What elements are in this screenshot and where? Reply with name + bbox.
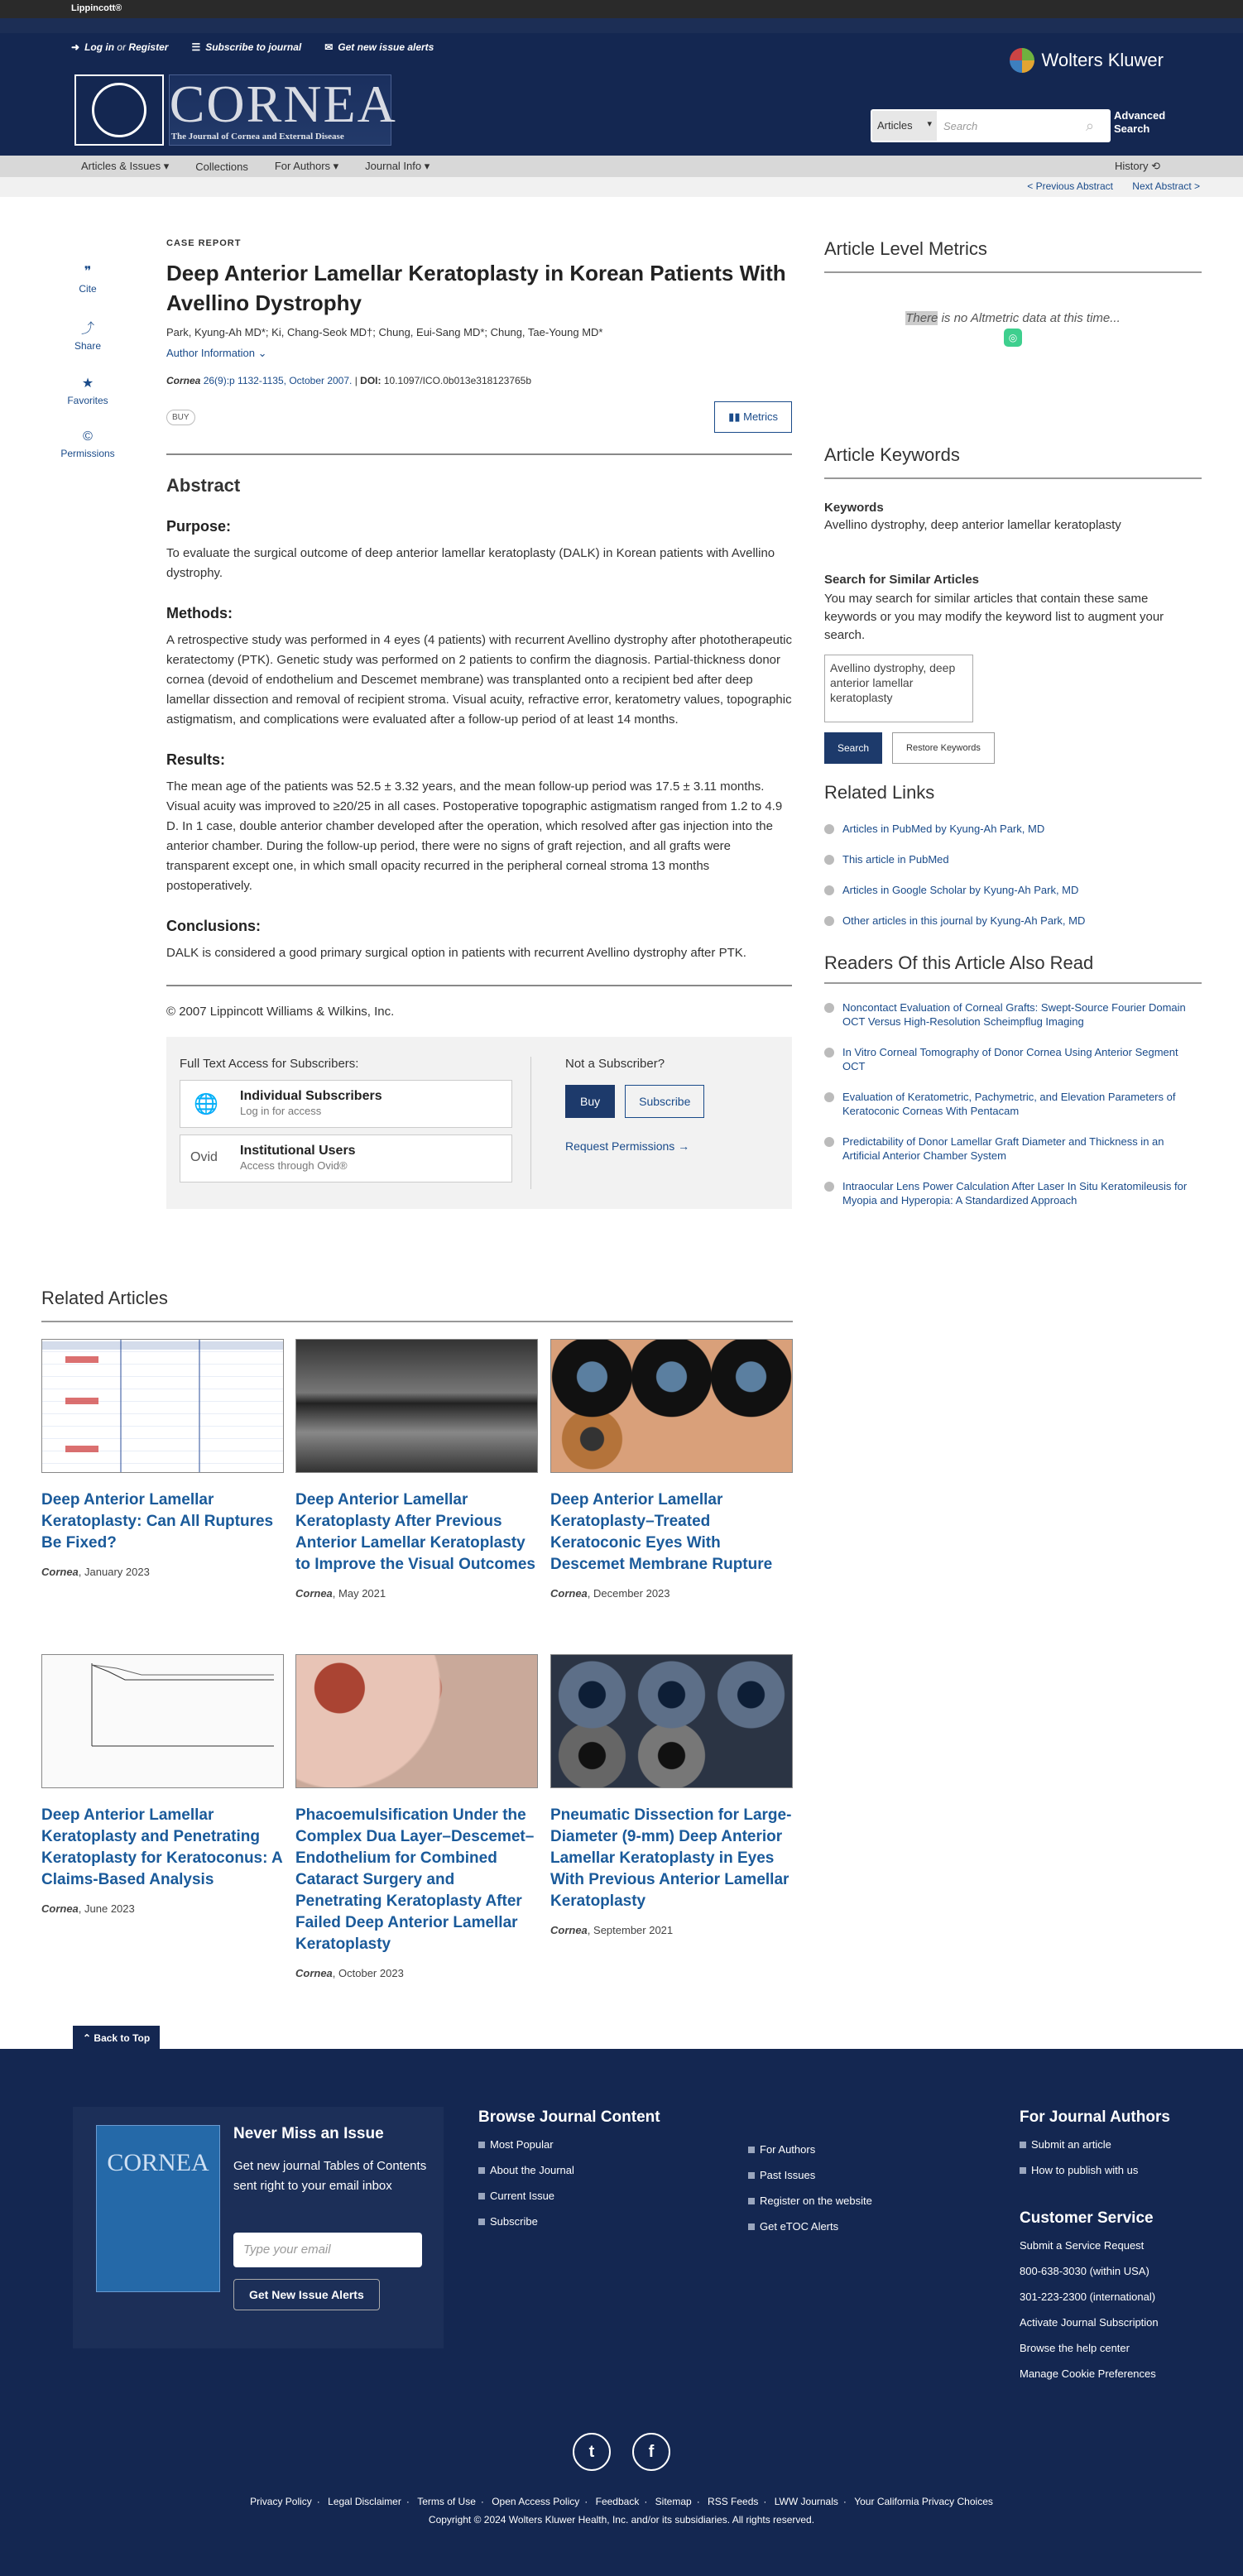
similar-heading: Search for Similar Articles (824, 573, 980, 587)
phone-number[interactable]: 301-223-2300 (international) (1020, 2291, 1156, 2303)
nav-articles-issues[interactable]: Articles & Issues ▾ (81, 160, 170, 172)
tool-label: Permissions (60, 448, 115, 459)
journal-cover-image (96, 2125, 220, 2292)
footer-link[interactable]: Activate Journal Subscription (1020, 2316, 1159, 2329)
legal-links: Privacy Policy · Legal Disclaimer · Terms of Use · Open Access Policy · Feedback · Sitemap · RSS Feeds · LWW Journals · Your California Privacy Choices (250, 2496, 993, 2507)
related-link-label: Articles in PubMed by Kyung-Ah Park, MD (842, 823, 1045, 835)
figure-thumbnail[interactable] (295, 1339, 538, 1473)
legal-link[interactable]: Legal Disclaimer (328, 2496, 401, 2507)
buy-row (166, 401, 792, 433)
metrics-button[interactable] (714, 401, 792, 433)
altmetric-text: is no Altmetric data at this time... (938, 311, 1121, 325)
quote-icon: ❞ (84, 265, 92, 279)
section-heading: Methods: (166, 605, 233, 621)
footer-link[interactable]: Submit an article (1020, 2138, 1170, 2151)
figure-thumbnail[interactable] (295, 1654, 538, 1788)
permissions-label: Request Permissions (565, 1139, 675, 1153)
subscribe-link[interactable] (191, 41, 301, 53)
individual-subscribers-button[interactable] (180, 1080, 512, 1128)
related-link-label: This article in PubMed (842, 853, 949, 866)
reader-link-label: Noncontact Evaluation of Corneal Grafts: Swept-Source Fourier Domain OCT Versus High-Resolution Scheimpflug Imaging (842, 1001, 1186, 1028)
footer-link[interactable]: Submit a Service Request (1020, 2239, 1145, 2252)
logo-wordmark (169, 74, 397, 146)
figure-thumbnail[interactable] (550, 1654, 793, 1788)
related-article-source (550, 1924, 793, 1936)
legal-link[interactable]: Sitemap (655, 2496, 692, 2507)
login-link[interactable] (71, 41, 168, 53)
logo-word: CORNEA (169, 74, 397, 133)
divider (166, 985, 792, 986)
next-abstract-link[interactable]: Next Abstract > (1132, 180, 1200, 192)
access-panel (166, 1037, 792, 1209)
reader-link[interactable] (824, 1090, 1202, 1118)
mail-icon: ✉ (324, 41, 334, 53)
author-information-toggle[interactable] (166, 347, 792, 360)
advanced-search-link[interactable]: Advanced Search (1114, 109, 1166, 135)
doi-label: DOI: (360, 375, 382, 386)
footer-link[interactable]: Browse the help center (1020, 2342, 1130, 2354)
related-link[interactable] (824, 852, 1202, 866)
buy-button[interactable]: Buy (565, 1085, 615, 1118)
metrics-label: Metrics (743, 410, 778, 423)
back-to-top-label: Back to Top (94, 2032, 151, 2044)
bullet-icon (824, 1092, 834, 1102)
article-main (166, 238, 792, 1209)
legal-link[interactable]: RSS Feeds (708, 2496, 759, 2507)
favorites-tool[interactable] (58, 375, 118, 406)
globe-icon: 🌐 (194, 1093, 218, 1115)
reader-link-label: In Vitro Corneal Tomography of Donor Cornea Using Anterior Segment OCT (842, 1046, 1178, 1072)
related-article-title[interactable]: Phacoemulsification Under the Complex Dua Layer–Descemet–Endothelium for Combined Cataract Surgery and Penetrating Keratoplasty After Failed Deep Anterior Lamellar Keratoplasty (295, 1806, 535, 1953)
history-label: History (1115, 160, 1149, 172)
reader-link-label: Evaluation of Keratometric, Pachymetric, and Elevation Parameters of Keratoconic Corneas With Pentacam (842, 1091, 1176, 1117)
phone-number[interactable]: 800-638-3030 (within USA) (1020, 2265, 1149, 2277)
keywords-heading: Article Keywords (824, 444, 1202, 479)
footer-link[interactable]: Get eTOC Alerts (748, 2220, 872, 2233)
citation: Cornea 26(9):p 1132-1135, October 2007. | DOI: 10.1097/ICO.0b013e318123765b (166, 375, 532, 386)
journal-name: Cornea (41, 1566, 79, 1578)
reader-link[interactable] (824, 1134, 1202, 1163)
related-article-title[interactable]: Deep Anterior Lamellar Keratoplasty and Penetrating Keratoplasty for Keratoconus: A Claims-Based Analysis (41, 1806, 283, 1888)
related-article-title[interactable]: Pneumatic Dissection for Large-Diameter (9-mm) Deep Anterior Lamellar Keratoplasty in Eyes With Previous Anterior Lamellar Keratoplasty (550, 1806, 792, 1910)
related-article-card[interactable] (550, 1339, 793, 1600)
tool-label: Favorites (67, 395, 108, 406)
related-link[interactable] (824, 822, 1202, 836)
keywords-textarea[interactable]: Avellino dystrophy, deep anterior lamellar keratoplasty (824, 655, 973, 722)
back-to-top-button[interactable] (73, 2026, 160, 2051)
section-heading: Results: (166, 751, 226, 768)
login-icon: ➜ (71, 41, 80, 53)
journal-name: Cornea (550, 1924, 588, 1936)
bullet-icon (824, 1003, 834, 1013)
survival-curve-figure (42, 1655, 284, 1788)
site-header (0, 33, 1243, 156)
legal-link[interactable]: LWW Journals (774, 2496, 838, 2507)
author-list: Park, Kyung-Ah MD*; Ki, Chang-Seok MD†; Chung, Eui-Sang MD*; Chung, Tae-Young MD* (166, 326, 603, 338)
nav-label: Journal Info (365, 160, 422, 172)
bullet-icon (824, 916, 834, 926)
related-articles-heading: Related Articles (41, 1288, 793, 1322)
tool-label: Share (74, 340, 102, 352)
logo-emblem (74, 74, 164, 146)
site-footer (0, 2049, 1243, 2576)
footer-link[interactable]: Manage Cookie Preferences (1020, 2367, 1156, 2380)
history-icon: ⟲ (1151, 160, 1160, 172)
abstract-heading: Abstract (166, 475, 241, 496)
abstract-purpose (166, 518, 792, 583)
bullet-icon (824, 855, 834, 865)
legal-link[interactable]: Terms of Use (417, 2496, 476, 2507)
publish-date: , May 2021 (332, 1587, 386, 1600)
full-text-label: Full Text Access for Subscribers: (180, 1057, 359, 1071)
section-text: To evaluate the surgical outcome of deep anterior lamellar keratoplasty (DALK) in Korean patients with Avellino dystrophy. (166, 546, 775, 580)
related-link-label: Articles in Google Scholar by Kyung-Ah Park, MD (842, 884, 1079, 896)
footer-link[interactable]: Most Popular (478, 2138, 660, 2151)
reader-link-label: Predictability of Donor Lamellar Graft Diameter and Thickness in an Artificial Anterior Chamber System (842, 1135, 1164, 1162)
search-scope-select[interactable]: Articles ▾ (872, 111, 937, 141)
author-info-label: Author Information (166, 347, 255, 359)
keywords-text: Avellino dystrophy, deep anterior lamellar keratoplasty (824, 518, 1121, 532)
alerts-link[interactable] (324, 41, 434, 53)
copyright-notice: © 2007 Lippincott Williams & Wilkins, Inc. (166, 1005, 395, 1019)
related-article-card[interactable] (550, 1654, 793, 1936)
bullet-icon (824, 1048, 834, 1058)
ovid-logo: Ovid (190, 1150, 218, 1164)
copyright-icon: © (83, 429, 93, 444)
similar-description: You may search for similar articles that contain these same keywords or you may modify the keyword list to augment your search. (824, 592, 1164, 642)
institutional-users-button[interactable] (180, 1134, 512, 1182)
related-article-source (550, 1587, 793, 1600)
issue-link[interactable]: 26(9):p 1132-1135, October 2007. (203, 375, 353, 386)
metrics-heading: Article Level Metrics (824, 238, 1202, 273)
related-article-card[interactable] (41, 1339, 284, 1578)
related-article-title[interactable]: Deep Anterior Lamellar Keratoplasty–Treated Keratoconic Eyes With Descemet Membrane Rupture (550, 1491, 773, 1573)
logo-subtitle: The Journal of Cornea and External Disease (170, 132, 344, 142)
legal-link[interactable]: Feedback (595, 2496, 640, 2507)
newsletter-heading: Never Miss an Issue (233, 2125, 384, 2142)
login-label[interactable]: Log in (84, 41, 115, 53)
register-link[interactable]: Register (128, 41, 169, 53)
restore-keywords-button[interactable]: Restore Keywords (892, 732, 995, 764)
journal-name: Cornea (295, 1967, 333, 1979)
section-heading: Conclusions: (166, 918, 262, 934)
permissions-tool[interactable] (58, 429, 118, 459)
list-icon: ☰ (191, 41, 201, 53)
readers-heading: Readers Of this Article Also Read (824, 952, 1202, 984)
related-article-card[interactable] (295, 1654, 538, 1979)
nav-label: Articles & Issues (81, 160, 161, 172)
share-tool[interactable] (58, 318, 118, 352)
footer-link[interactable]: Register on the website (748, 2195, 872, 2207)
altmetric-notice (824, 311, 1202, 325)
abstract-results (166, 751, 792, 896)
brand-name: Wolters Kluwer (1041, 50, 1164, 70)
individual-label: Individual Subscribers (240, 1089, 382, 1103)
keyword-buttons (824, 732, 1202, 764)
publish-date: , October 2023 (332, 1967, 404, 1979)
article-title: Deep Anterior Lamellar Keratoplasty in Korean Patients With Avellino Dystrophy (166, 261, 786, 315)
article-tools (58, 263, 118, 482)
logo-ring-icon (92, 83, 146, 137)
wk-logo-icon (1010, 48, 1034, 73)
nav-collections[interactable]: Collections (195, 160, 248, 173)
publisher-strip: Lippincott® (0, 0, 1243, 18)
tool-label: Cite (79, 283, 97, 295)
nav-for-authors[interactable]: For Authors ▾ (274, 160, 339, 172)
footer-link[interactable]: How to publish with us (1020, 2164, 1170, 2176)
authors-column (1020, 2108, 1170, 2393)
reader-link[interactable] (824, 1000, 1202, 1029)
footer-copyright: Copyright © 2024 Wolters Kluwer Health, Inc. and/or its subsidiaries. All rights reserved. (428, 2514, 815, 2526)
previous-abstract-link[interactable]: < Previous Abstract (1027, 180, 1113, 192)
related-link[interactable] (824, 883, 1202, 897)
related-article-title[interactable]: Deep Anterior Lamellar Keratoplasty After Previous Anterior Lamellar Keratoplasty to Improve the Visual Outcomes (295, 1491, 536, 1573)
footer-link[interactable]: For Authors (748, 2143, 872, 2156)
institutional-sublabel: Access through Ovid® (240, 1159, 348, 1172)
sidebar (824, 238, 1202, 1207)
newsletter-box (73, 2107, 444, 2348)
related-links-heading: Related Links (824, 782, 935, 803)
cover-word: CORNEA (107, 2149, 209, 2176)
related-link[interactable] (824, 914, 1202, 928)
figure-thumbnail[interactable] (41, 1654, 284, 1788)
reader-link[interactable] (824, 1045, 1202, 1073)
section-text: DALK is considered a good primary surgical option in patients with recurrent Avellino dystrophy after PTK. (166, 946, 746, 960)
journal-name: Cornea (550, 1587, 588, 1600)
related-article-title[interactable]: Deep Anterior Lamellar Keratoplasty: Can All Ruptures Be Fixed? (41, 1491, 274, 1552)
publish-date: , June 2023 (78, 1902, 135, 1915)
figure-thumbnail[interactable] (550, 1339, 793, 1473)
nav-journal-info[interactable]: Journal Info ▾ (365, 160, 430, 172)
publish-date: , December 2023 (587, 1587, 670, 1600)
legal-link[interactable]: Your California Privacy Choices (854, 2496, 993, 2507)
journal-name: Cornea (295, 1587, 333, 1600)
account-links (71, 41, 434, 53)
bullet-icon (824, 1182, 834, 1192)
altmetric-highlight: There (905, 311, 938, 325)
browse-column-2 (748, 2143, 872, 2246)
chevron-down-icon: ⌄ (257, 347, 267, 359)
buy-tag[interactable]: BUY (166, 410, 195, 425)
bullet-icon (824, 885, 834, 895)
browse-column (478, 2108, 660, 2241)
wolters-kluwer-logo[interactable] (1010, 48, 1164, 73)
newsletter-text: Get new journal Tables of Contents sent right to your email inbox (233, 2159, 427, 2193)
request-permissions-link[interactable]: Request Permissions → (565, 1139, 690, 1153)
individual-sublabel: Log in for access (240, 1105, 322, 1117)
keywords-label: Keywords (824, 501, 884, 515)
section-heading: Purpose: (166, 518, 232, 535)
access-divider (530, 1057, 531, 1189)
abstract-conclusions (166, 918, 792, 963)
institutional-label: Institutional Users (240, 1144, 356, 1158)
purchase-buttons (565, 1085, 704, 1118)
not-subscriber-label: Not a Subscriber? (565, 1057, 665, 1071)
subscribe-label: Subscribe to journal (205, 41, 302, 53)
article-type: CASE REPORT (166, 238, 242, 248)
bar-chart-icon: ▮▮ (728, 410, 741, 423)
related-article-source (295, 1967, 538, 1979)
social-links (573, 2433, 670, 2471)
related-article-card[interactable] (41, 1654, 284, 1915)
customer-service-heading: Customer Service (1020, 2209, 1154, 2227)
email-field[interactable]: Type your email (233, 2233, 422, 2267)
search-input[interactable]: Search (943, 119, 978, 132)
similar-search-button[interactable]: Search (824, 732, 882, 764)
related-link-label: Other articles in this journal by Kyung-Ah Park, MD (842, 914, 1086, 927)
journal-name: Cornea (166, 375, 201, 386)
related-article-card[interactable] (295, 1339, 538, 1600)
section-text: The mean age of the patients was 52.5 ± 3.32 years, and the mean follow-up period was 17.5 ± 3.11 months. Visual acuity was improved to ≥20/25 in all cases. Postoperative topographic astigmatism ranged from 1.2 to 4.9 D. In 1 case, double anterior chamber developed after the operation, which resolved after gas injection into the anterior chamber. During the follow-up period, there were no signs of graft rejection, and all grafts were transparent except one, in which small opacity recurred in the peripheral corneal stroma 13 months postoperatively. (166, 780, 783, 893)
legal-link[interactable]: Open Access Policy (492, 2496, 580, 2507)
doi-value: 10.1097/ICO.0b013e318123765b (383, 375, 532, 386)
figure-thumbnail[interactable] (41, 1339, 284, 1473)
main-nav (0, 156, 1243, 177)
bullet-icon (824, 824, 834, 834)
legal-link[interactable]: Privacy Policy (250, 2496, 312, 2507)
header-band (0, 18, 1243, 33)
bullet-icon (824, 1137, 834, 1147)
facebook-icon[interactable]: f (632, 2433, 670, 2471)
reader-link[interactable] (824, 1179, 1202, 1207)
section-text: A retrospective study was performed in 4 eyes (4 patients) with recurrent Avellino dystrophy after phototherapeutic keratectomy (PTK). Genetic study was performed on 2 patients to confirm the diagnosis. Partial-thickness donor cornea (devoid of endothelium and Descemet membrane) was transplanted onto a recipient bed after deep lamellar dissection and removal of recipient stroma. Visual acuity, refractive error, keratometry values, topographic astigmatism, and complications were evaluated after a follow-up period of at least 14 months. (166, 633, 792, 727)
authors-heading: For Journal Authors (1020, 2108, 1170, 2126)
alerts-label: Get new issue alerts (338, 41, 434, 53)
reader-link-label: Intraocular Lens Power Calculation After Laser In Situ Keratomileusis for Myopia and Hyperopia: A Standardized Approach (842, 1180, 1188, 1206)
history-button[interactable] (1115, 160, 1160, 173)
search-bar (871, 109, 1111, 142)
related-article-source (295, 1587, 538, 1600)
search-icon[interactable]: ⌕ (1086, 117, 1095, 134)
publish-date: , September 2021 (587, 1924, 674, 1936)
journal-name: Cornea (41, 1902, 79, 1915)
chevron-up-icon: ⌃ (83, 2032, 92, 2044)
publish-date: , January 2023 (78, 1566, 150, 1578)
cite-tool[interactable] (58, 263, 118, 295)
related-articles (41, 1288, 793, 1979)
divider (166, 453, 792, 455)
abstract-methods (166, 605, 792, 730)
altmetric-icon[interactable]: ◎ (1004, 329, 1022, 347)
twitter-icon[interactable]: t (573, 2433, 611, 2471)
or-text: or (117, 41, 127, 53)
subscribe-button[interactable]: Subscribe (625, 1085, 704, 1118)
classification-table-figure (42, 1340, 284, 1473)
footer-link[interactable]: Subscribe (478, 2215, 660, 2228)
footer-link[interactable]: Past Issues (748, 2169, 872, 2181)
share-icon: ⤴ (80, 322, 94, 336)
footer-link[interactable]: About the Journal (478, 2164, 660, 2176)
browse-heading: Browse Journal Content (478, 2108, 660, 2126)
nav-label: For Authors (274, 160, 331, 172)
get-alerts-button[interactable]: Get New Issue Alerts (233, 2279, 380, 2310)
related-article-source (41, 1902, 284, 1915)
related-article-source (41, 1566, 284, 1578)
footer-link[interactable]: Current Issue (478, 2190, 660, 2202)
star-icon: ★ (81, 377, 94, 391)
